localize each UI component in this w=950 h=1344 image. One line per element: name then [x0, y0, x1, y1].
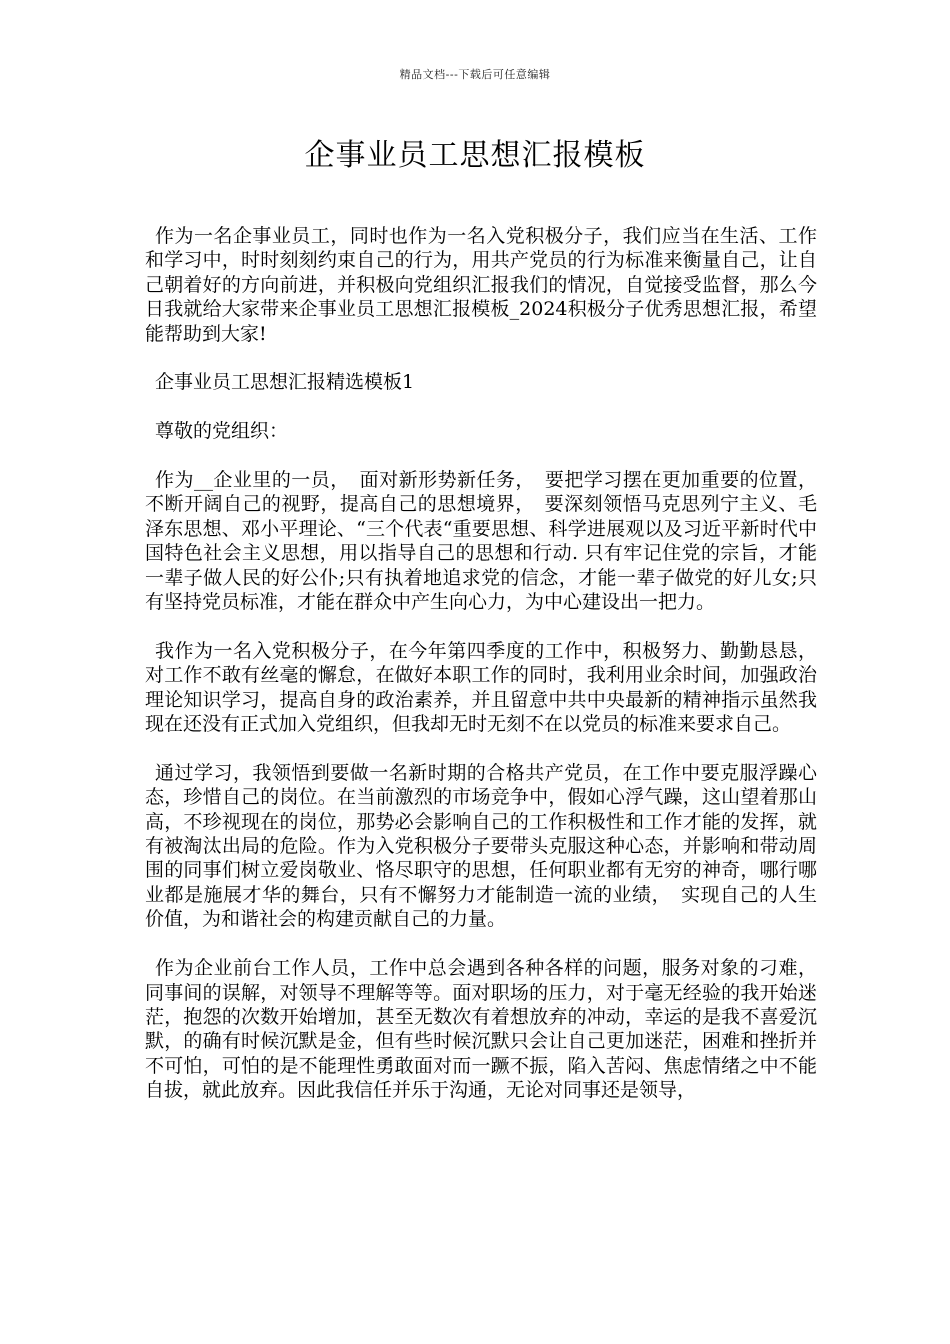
body-paragraph-1: 作为__企业里的一员， 面对新形势新任务， 要把学习摆在更加重要的位置，不断开阔自己的视野，提高自己的思想境界， 要深刻领悟马克思列宁主义、毛泽东思想、邓小平理论、“三个代表“重要思想、科学进展观以及习近平新时代中国特色社会主义思想，用以指导自己的思想和行动. 只有牢记住党的宗旨，才能一辈子做人民的好公仆;只有执着地追求党的信念，才能一辈子做党的好儿女;只有坚持党员标准，才能在群众中产生向心力，为中心建设出一把力。	[145, 469, 817, 614]
intro-paragraph: 作为一名企事业员工，同时也作为一名入党积极分子，我们应当在生活、工作和学习中，时时刻刻约束自己的行为，用共产党员的行为标准来衡量自己，让自己朝着好的方向前进，并积极向党组织汇报我们的情况，自觉接受监督，那么今日我就给大家带来企事业员工思想汇报模板_2024积极分子优秀思想汇报，希望能帮助到大家!	[145, 225, 817, 345]
body-paragraph-3: 通过学习，我领悟到要做一名新时期的合格共产党员，在工作中要克服浮躁心态，珍惜自己的岗位。在当前激烈的市场竞争中，假如心浮气躁，这山望着那山高，不珍视现在的岗位，那势必会影响自己的工作积极性和工作才能的发挥，就有被淘汰出局的危险。作为入党积极分子要带头克服这种心态，并影响和带动周围的同事们树立爱岗敬业、恪尽职守的思想，任何职业都有无穷的神奇，哪行哪业都是施展才华的舞台，只有不懈努力才能制造一流的业绩， 实现自己的人生价值，为和谐社会的构建贡献自己的力量。	[145, 761, 817, 931]
document-body	[145, 224, 817, 1127]
body-paragraph-4: 作为企业前台工作人员，工作中总会遇到各种各样的问题，服务对象的刁难，同事间的误解，对领导不理解等等。面对职场的压力，对于毫无经验的我开始迷茫，抱怨的次数开始增加，甚至无数次有着想放弃的冲动，幸运的是我不喜爱沉默，的确有时候沉默是金，但有些时候沉默只会让自己更加迷茫，困难和挫折并不可怕，可怕的是不能理性勇敢面对而一蹶不振，陷入苦闷、焦虑情绪之中不能自拔，就此放弃。因此我信任并乐于沟通，无论对同事还是领导，	[145, 957, 817, 1102]
document-title: 企事业员工思想汇报模板	[304, 138, 646, 173]
salutation: 尊敬的党组织：	[155, 420, 289, 443]
body-paragraph-2: 我作为一名入党积极分子，在今年第四季度的工作中，积极努力、勤勤恳恳，对工作不敢有丝毫的懈怠，在做好本职工作的同时，我利用业余时间，加强政治理论知识学习，提高自身的政治素养，并且留意中共中央最新的精神指示虽然我现在还没有正式加入党组织，但我却无时无刻不在以党员的标准来要求自己。	[145, 639, 817, 736]
section-title: 企事业员工思想汇报精选模板1	[155, 371, 415, 394]
page-header-watermark: 精品文档---下载后可任意编辑	[399, 68, 551, 81]
